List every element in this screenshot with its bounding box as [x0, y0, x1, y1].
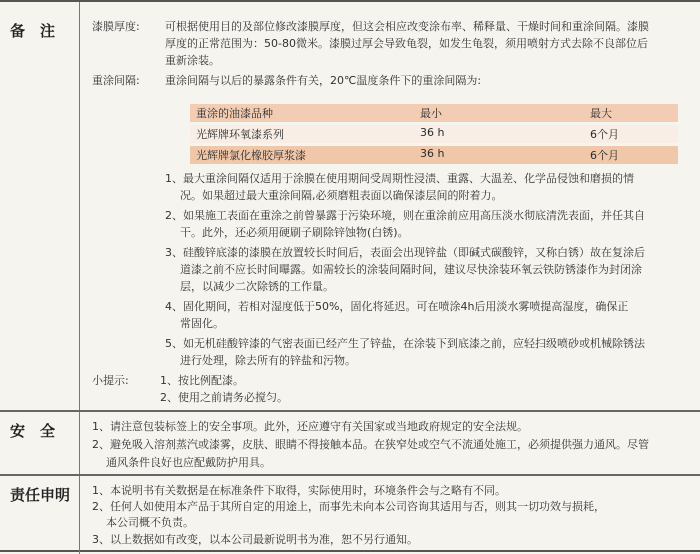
note-1-line-1: 1、最大重涂间隔仅适用于涂膜在使用期间受周期性浸渍、重露、大温差、化学品侵蚀和磨损的情: [165, 172, 634, 185]
note-3-line-3: 层，以减少二次除锈的工作量。: [180, 280, 334, 293]
section-divider: [0, 410, 700, 412]
safety-line-3: 通风条件良好也应配戴防护用具。: [106, 456, 271, 469]
thickness-line-3: 重新涂装。: [165, 54, 220, 67]
label-column-divider: [0, 2, 80, 554]
note-1-line-2: 况。如果超过最大重涂间隔,必须磨粗表面以确保漆层间的附着力。: [180, 189, 503, 202]
note-5-line-2: 进行处理，除去所有的锌盐和污物。: [180, 354, 356, 367]
note-3-line-1: 3、硅酸锌底漆的漆膜在放置较长时间后，表面会出现锌盐（即碱式碳酸锌，又称白锈）故在复涂后: [165, 246, 645, 259]
thickness-term: 漆膜厚度:: [92, 20, 140, 33]
recoat-interval-table: [190, 104, 678, 164]
section-label-remarks: 备 注: [10, 22, 56, 40]
disclaimer-line-3: 本公司概不负责。: [106, 516, 194, 529]
note-4-line-1: 4、固化期间，若相对湿度低于50%，固化将延迟。可在喷涂4h后用淡水雾喷提高湿度，确保正: [165, 300, 629, 313]
tip-2: 2、使用之前请务必搅匀。: [160, 391, 288, 404]
note-4-line-2: 常固化。: [180, 317, 224, 330]
section-label-safety: 安 全: [10, 422, 56, 440]
table-header-row: [190, 104, 678, 122]
safety-line-2: 2、避免吸入溶剂蒸汽或漆雾，皮肤、眼睛不得接触本品。在狭窄处或空气不流通处施工，必须提供强力通风。尽管: [92, 438, 649, 451]
table-cell-max: 6个月: [590, 128, 619, 141]
thickness-line-2: 厚度的正常范围为：50-80微米。漆膜过厚会导致龟裂，如发生龟裂，须用喷射方式去除不良部位后: [165, 37, 648, 50]
thickness-line-1: 可根据使用目的及部位修改漆膜厚度，但这会相应改变涂布率、稀释量、干燥时间和重涂间隔。漆膜: [165, 20, 649, 33]
disclaimer-line-1: 1、本说明书有关数据是在标准条件下取得，实际使用时，环境条件会与之略有不同。: [92, 484, 506, 497]
note-2-line-2: 干。此外，还必须用硬刷子刷除锌蚀物(白锈)。: [180, 226, 409, 239]
note-5-line-1: 5、如无机硅酸锌漆的气密表面已经产生了锌盐，在涂装下到底漆之前，应轻扫级喷砂或机械除锈法: [165, 337, 645, 350]
table-cell-max: 6个月: [590, 149, 619, 162]
section-label-disclaimer: 责任申明: [10, 486, 71, 504]
table-row: [190, 125, 678, 143]
table-cell-product: 光辉牌氯化橡胶厚浆漆: [196, 149, 306, 162]
interval-text: 重涂间隔与以后的暴露条件有关，20℃温度条件下的重涂间隔为:: [165, 74, 482, 87]
table-row: [190, 146, 678, 164]
table-cell-product: 光辉牌环氧漆系列: [196, 128, 284, 141]
section-divider: [0, 474, 700, 476]
table-header-max: 最大: [590, 107, 612, 120]
table-cell-min: 36 h: [420, 126, 445, 139]
disclaimer-line-4: 3、以上数据如有改变，以本公司最新说明书为准，恕不另行通知。: [92, 533, 418, 546]
disclaimer-line-2: 2、任何人如使用本产品于其所自定的用途上，而事先未向本公司咨询其适用与否，则其一切功效与损耗，: [92, 500, 605, 513]
safety-line-1: 1、请注意包装标签上的安全事项。此外，还应遵守有关国家或当地政府规定的安全法规。: [92, 420, 528, 433]
table-cell-min: 36 h: [420, 147, 445, 160]
tip-1: 1、按比例配漆。: [160, 374, 244, 387]
tips-term: 小提示:: [92, 374, 129, 387]
table-header-product: 重涂的油漆品种: [196, 107, 273, 120]
note-2-line-1: 2、如果施工表面在重涂之前曾暴露于污染环境，则在重涂前应用高压淡水彻底清洗表面，并任其自: [165, 209, 645, 222]
table-header-min: 最小: [420, 107, 442, 120]
interval-term: 重涂间隔:: [92, 74, 140, 87]
note-3-line-2: 道漆之前不应长时间曝露。如需较长的涂装间隔时间，建议尽快涂装环氧云铁防锈漆作为封闭涂: [180, 263, 642, 276]
